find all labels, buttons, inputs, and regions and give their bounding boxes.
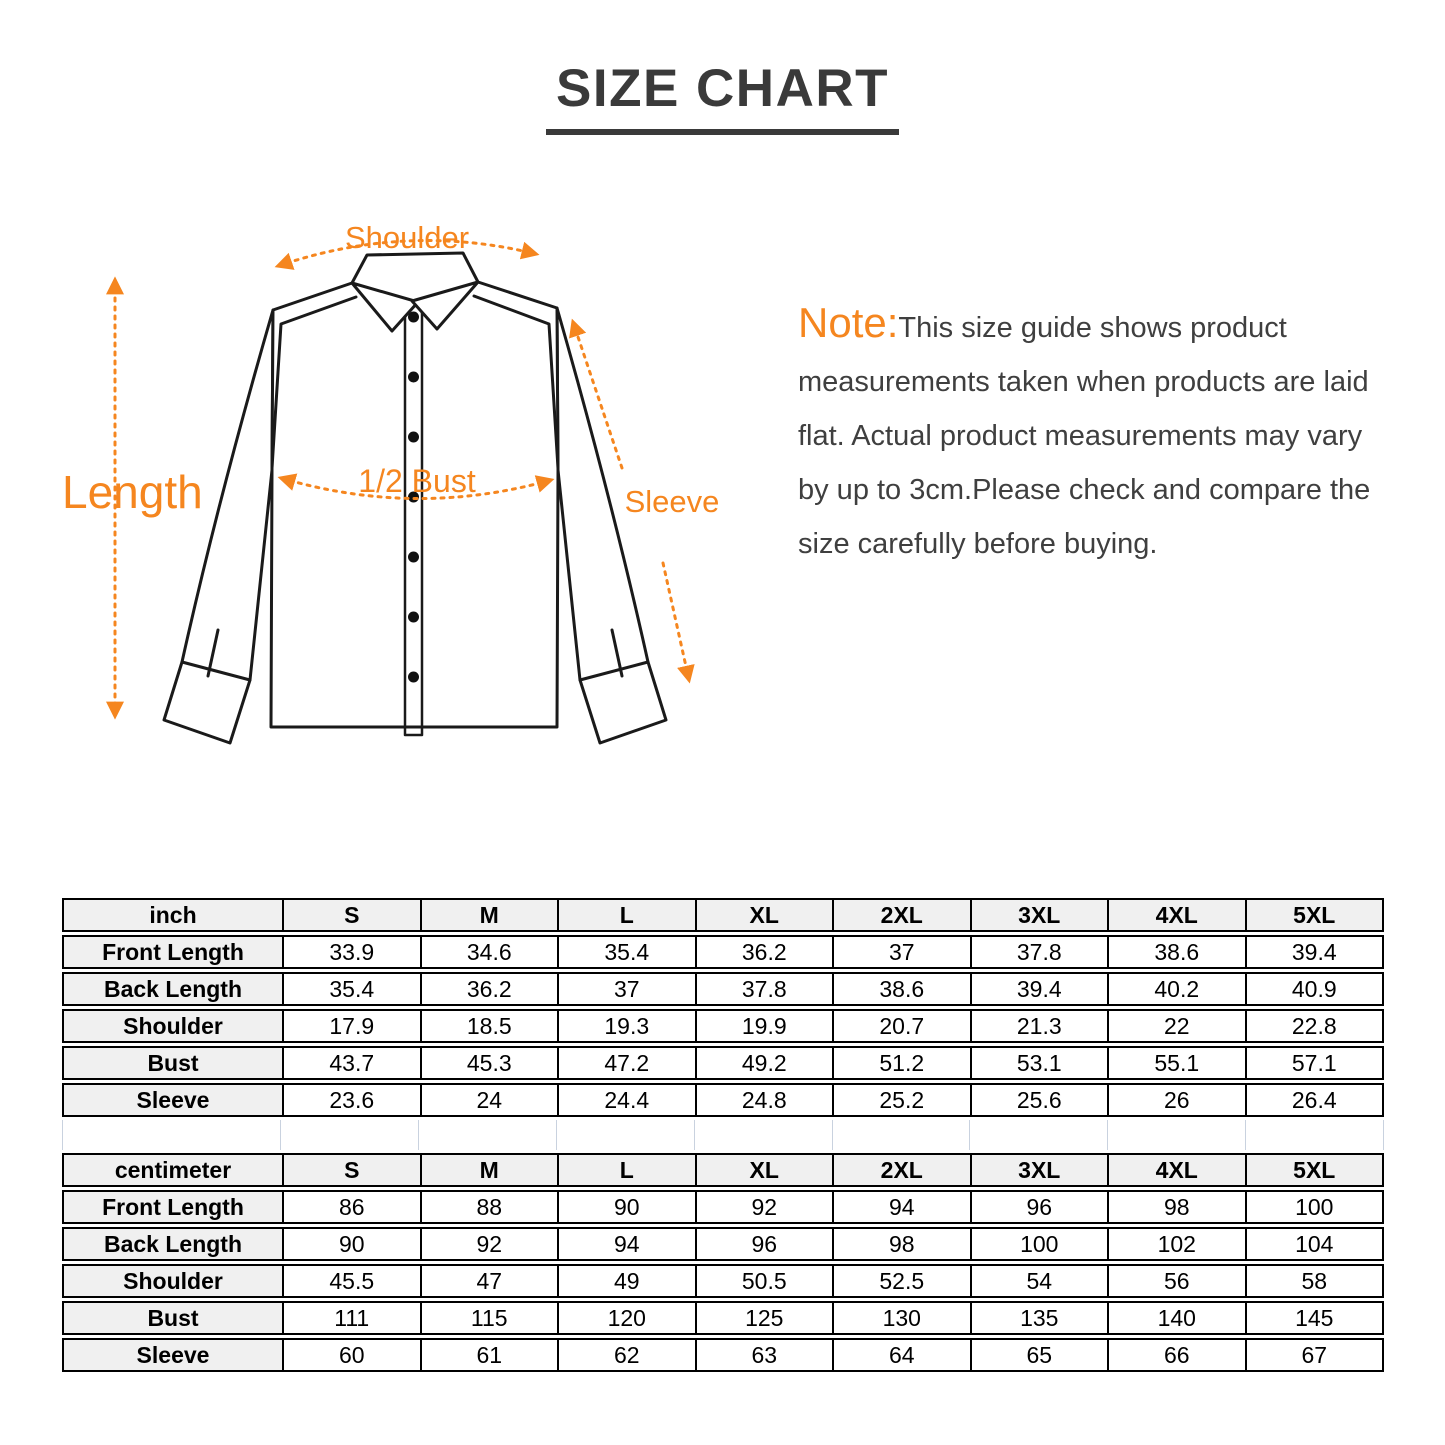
- value-cell: 21.3: [970, 1011, 1108, 1041]
- size-header-cell: 4XL: [1107, 1155, 1245, 1185]
- value-cell: 25.6: [970, 1085, 1108, 1115]
- unit-header-cell: centimeter: [64, 1155, 282, 1185]
- value-cell: 40.2: [1107, 974, 1245, 1004]
- row-label-cell: Bust: [64, 1303, 282, 1333]
- value-cell: 22: [1107, 1011, 1245, 1041]
- value-cell: 22.8: [1245, 1011, 1383, 1041]
- size-header-cell: M: [420, 900, 558, 930]
- value-cell: 24.8: [695, 1085, 833, 1115]
- table-row: [62, 1083, 1384, 1117]
- row-label-cell: Shoulder: [64, 1266, 282, 1296]
- value-cell: 19.9: [695, 1011, 833, 1041]
- page-title: SIZE CHART: [546, 58, 899, 135]
- size-header-cell: S: [282, 1155, 420, 1185]
- value-cell: 90: [557, 1192, 695, 1222]
- button: [408, 312, 419, 323]
- value-cell: 45.3: [420, 1048, 558, 1078]
- separator-cell: [418, 1120, 556, 1150]
- row-label-cell: Bust: [64, 1048, 282, 1078]
- size-header-cell: 5XL: [1245, 1155, 1383, 1185]
- value-cell: 57.1: [1245, 1048, 1383, 1078]
- value-cell: 37.8: [970, 937, 1108, 967]
- value-cell: 94: [557, 1229, 695, 1259]
- value-cell: 94: [832, 1192, 970, 1222]
- size-header-cell: S: [282, 900, 420, 930]
- size-tables: [62, 898, 1384, 1375]
- value-cell: 66: [1107, 1340, 1245, 1370]
- value-cell: 100: [970, 1229, 1108, 1259]
- value-cell: 100: [1245, 1192, 1383, 1222]
- shoulder-label: Shoulder: [344, 220, 470, 255]
- sleeve-label: Sleeve: [624, 484, 720, 519]
- value-cell: 36.2: [420, 974, 558, 1004]
- value-cell: 37: [832, 937, 970, 967]
- separator-cell: [62, 1120, 280, 1150]
- value-cell: 47.2: [557, 1048, 695, 1078]
- row-label-cell: Sleeve: [64, 1085, 282, 1115]
- shirt-diagram: [60, 200, 760, 760]
- value-cell: 39.4: [1245, 937, 1383, 967]
- bust-label: 1/2 Bust: [358, 463, 476, 499]
- size-table-centimeter: [62, 1153, 1384, 1372]
- value-cell: 140: [1107, 1303, 1245, 1333]
- value-cell: 98: [1107, 1192, 1245, 1222]
- sleeve-lower-arrow: [663, 563, 689, 680]
- value-cell: 111: [282, 1303, 420, 1333]
- separator-cell: [1107, 1120, 1245, 1150]
- value-cell: 49: [557, 1266, 695, 1296]
- value-cell: 26.4: [1245, 1085, 1383, 1115]
- value-cell: 65: [970, 1340, 1108, 1370]
- table-row: [62, 972, 1384, 1006]
- value-cell: 37.8: [695, 974, 833, 1004]
- separator-cell: [694, 1120, 832, 1150]
- size-header-cell: L: [557, 900, 695, 930]
- value-cell: 115: [420, 1303, 558, 1333]
- row-label-cell: Back Length: [64, 974, 282, 1004]
- value-cell: 35.4: [282, 974, 420, 1004]
- value-cell: 35.4: [557, 937, 695, 967]
- note-label: Note:: [798, 299, 899, 346]
- table-row: [62, 1009, 1384, 1043]
- table-row: [62, 1338, 1384, 1372]
- size-header-cell: XL: [695, 1155, 833, 1185]
- value-cell: 34.6: [420, 937, 558, 967]
- value-cell: 45.5: [282, 1266, 420, 1296]
- size-header-cell: XL: [695, 900, 833, 930]
- value-cell: 102: [1107, 1229, 1245, 1259]
- value-cell: 86: [282, 1192, 420, 1222]
- table-row: [62, 1227, 1384, 1261]
- title-wrap: [0, 58, 1445, 135]
- shirt-line-art: [60, 200, 760, 760]
- size-header-cell: M: [420, 1155, 558, 1185]
- separator-cell: [969, 1120, 1107, 1150]
- value-cell: 36.2: [695, 937, 833, 967]
- value-cell: 60: [282, 1340, 420, 1370]
- separator-cell: [1245, 1120, 1384, 1150]
- value-cell: 19.3: [557, 1011, 695, 1041]
- value-cell: 33.9: [282, 937, 420, 967]
- button: [408, 372, 419, 383]
- value-cell: 92: [420, 1229, 558, 1259]
- table-row: [62, 1190, 1384, 1224]
- value-cell: 43.7: [282, 1048, 420, 1078]
- value-cell: 67: [1245, 1340, 1383, 1370]
- size-header-cell: 4XL: [1107, 900, 1245, 930]
- button: [408, 672, 419, 683]
- value-cell: 40.9: [1245, 974, 1383, 1004]
- button: [408, 552, 419, 563]
- note-block: [798, 296, 1398, 571]
- unit-header-cell: inch: [64, 900, 282, 930]
- value-cell: 62: [557, 1340, 695, 1370]
- value-cell: 18.5: [420, 1011, 558, 1041]
- value-cell: 51.2: [832, 1048, 970, 1078]
- row-label-cell: Front Length: [64, 1192, 282, 1222]
- value-cell: 96: [695, 1229, 833, 1259]
- value-cell: 104: [1245, 1229, 1383, 1259]
- value-cell: 120: [557, 1303, 695, 1333]
- value-cell: 37: [557, 974, 695, 1004]
- table-row: [62, 1046, 1384, 1080]
- note-text: This size guide shows product measurements taken when products are laid flat. Actual product measurements may vary by up to 3cm.Please check and compare the size carefully before buying.: [798, 312, 1371, 560]
- size-header-cell: 5XL: [1245, 900, 1383, 930]
- value-cell: 24.4: [557, 1085, 695, 1115]
- value-cell: 92: [695, 1192, 833, 1222]
- value-cell: 26: [1107, 1085, 1245, 1115]
- row-label-cell: Shoulder: [64, 1011, 282, 1041]
- value-cell: 64: [832, 1340, 970, 1370]
- button: [408, 612, 419, 623]
- size-table-inch: [62, 898, 1384, 1117]
- value-cell: 52.5: [832, 1266, 970, 1296]
- size-header-cell: 3XL: [970, 1155, 1108, 1185]
- value-cell: 54: [970, 1266, 1108, 1296]
- value-cell: 125: [695, 1303, 833, 1333]
- row-label-cell: Front Length: [64, 937, 282, 967]
- value-cell: 49.2: [695, 1048, 833, 1078]
- value-cell: 17.9: [282, 1011, 420, 1041]
- value-cell: 38.6: [1107, 937, 1245, 967]
- value-cell: 145: [1245, 1303, 1383, 1333]
- value-cell: 39.4: [970, 974, 1108, 1004]
- value-cell: 58: [1245, 1266, 1383, 1296]
- size-header-cell: 2XL: [832, 900, 970, 930]
- value-cell: 23.6: [282, 1085, 420, 1115]
- value-cell: 135: [970, 1303, 1108, 1333]
- table-row: [62, 935, 1384, 969]
- left-sleeve: [164, 310, 273, 743]
- size-header-cell: L: [557, 1155, 695, 1185]
- value-cell: 96: [970, 1192, 1108, 1222]
- table-header-row: [62, 1153, 1384, 1187]
- table-row: [62, 1264, 1384, 1298]
- value-cell: 25.2: [832, 1085, 970, 1115]
- value-cell: 24: [420, 1085, 558, 1115]
- separator-cell: [832, 1120, 970, 1150]
- value-cell: 88: [420, 1192, 558, 1222]
- table-separator: [62, 1120, 1384, 1150]
- separator-cell: [556, 1120, 694, 1150]
- value-cell: 56: [1107, 1266, 1245, 1296]
- value-cell: 38.6: [832, 974, 970, 1004]
- table-header-row: [62, 898, 1384, 932]
- value-cell: 61: [420, 1340, 558, 1370]
- size-header-cell: 3XL: [970, 900, 1108, 930]
- row-label-cell: Sleeve: [64, 1340, 282, 1370]
- value-cell: 90: [282, 1229, 420, 1259]
- value-cell: 63: [695, 1340, 833, 1370]
- value-cell: 98: [832, 1229, 970, 1259]
- value-cell: 55.1: [1107, 1048, 1245, 1078]
- size-header-cell: 2XL: [832, 1155, 970, 1185]
- separator-cell: [280, 1120, 418, 1150]
- value-cell: 47: [420, 1266, 558, 1296]
- value-cell: 130: [832, 1303, 970, 1333]
- length-label: Length: [62, 466, 203, 518]
- value-cell: 53.1: [970, 1048, 1108, 1078]
- value-cell: 50.5: [695, 1266, 833, 1296]
- table-row: [62, 1301, 1384, 1335]
- value-cell: 20.7: [832, 1011, 970, 1041]
- row-label-cell: Back Length: [64, 1229, 282, 1259]
- right-sleeve: [557, 308, 666, 743]
- button: [408, 432, 419, 443]
